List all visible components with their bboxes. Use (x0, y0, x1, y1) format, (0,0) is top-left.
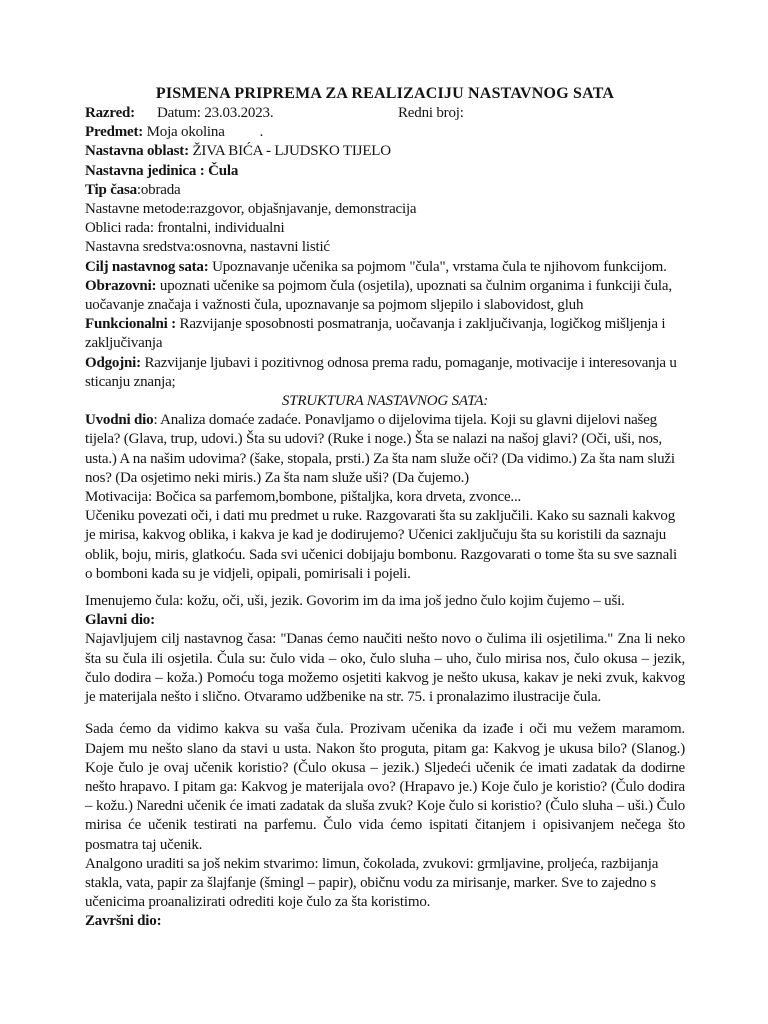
text-segment: Sada ćemo da vidimo kakva su vaša čula. Prozivam učenika da izađe i oči mu vežem maramom. Dajem mu nešto slano da stavi u usta. Nakon što proguta, pitam ga: Kakvog je ukusa bilo? (Slanog.) Koje čulo je ovaj učenik koristio? (Čulo okusa – jezik.) Sljedeći učenik će imati zadatak da dodirne nešto hrapavo. I pitam ga: Kakvog je materijala ovo? (Hrapavo je.) Koje čulo je koristio? (Čulo dodira – kožu.) Naredni učenik će imati zadatak da sluša zvuk? Koje čulo si koristio? (Čulo sluha – uši.) Čulo mirisa će učenik testirati na parfemu. Čulo vida ćemo ispitati čitanjem i opisivanjem nečega što posmatra taj učenik. (85, 721, 685, 853)
text-segment: Datum: 23.03.2023. (156, 105, 274, 121)
nastavne-metode-line (85, 200, 685, 219)
nastavna-jedinica-line (85, 162, 685, 181)
glavni-dio-heading (85, 611, 685, 630)
text-segment: Najavljujem cilj nastavnog časa: "Danas ćemo naučiti nešto novo o čulima ili osjetilima." Zna li neko šta su čula ili osjetila. Čula su: čulo vida – oko, čulo sluha – uho, čulo mirisa nos, čulo okusa – jezik, čulo dodira – koža.) Pomoću toga možemo osjetiti kakvog je nešto ukusa, kakav je neki zvuk, kakvog je materijala nešto i slično. Otvaramo udžbenike na str. 75. i pronalazimo ilustracije čula. (85, 631, 685, 706)
text-segment: . (259, 124, 264, 141)
analgono-para (85, 855, 685, 913)
italic-text-segment: STRUKTURA NASTAVNOG SATA: (281, 393, 489, 410)
bold-text-segment: Glavni dio: (85, 612, 155, 629)
bold-text-segment: Nastavna oblast: (85, 143, 189, 160)
text-segment: Redni broj: (398, 105, 464, 121)
bold-text-segment: Odgojni: (85, 354, 141, 371)
text-segment: Razvijanje sposobnosti posmatranja, uočavanja i zaključivanja, logičkog mišljenja i zaključivanja (85, 316, 666, 352)
text-segment: Moja okolina (143, 124, 225, 141)
bold-text-segment: Predmet: (85, 124, 144, 141)
document-title: PISMENA PRIPREMA ZA REALIZACIJU NASTAVNOG SATA (155, 85, 615, 102)
imenujemo-line (85, 592, 685, 611)
document-content (85, 84, 685, 932)
bold-text-segment: Nastavna jedinica : Čula (85, 162, 239, 179)
bold-text-segment: Razred: (85, 105, 135, 121)
nastavna-sredstva-line (85, 238, 685, 257)
zavrsni-dio-heading (85, 912, 685, 931)
struktura-heading (85, 392, 685, 411)
bold-text-segment: Obrazovni: (85, 277, 157, 294)
text-segment: :obrada (136, 181, 181, 198)
najavljujem-para (85, 630, 685, 707)
text-segment: Učeniku povezati oči, i dati mu predmet u ruke. Razgovarati šta su zaključili. Kako su saznali kakvog je mirisa, kakvog oblika, i kakva je kad je dodirujemo? Učenici zaključuju šta su koristili da saznaju oblik, boju, miris, glatkoću. Sada svi učenici dobijaju bombonu. Razgovarati o tome šta su sve saznali o bomboni kada su je vidjeli, opipali, pomirisali i pojeli. (85, 508, 677, 582)
text-segment: Upoznavanje učenika sa pojmom "čula", vrstama čula te njihovom funkcijom. (208, 258, 667, 275)
meta-line (85, 104, 685, 123)
bold-text-segment: Završni dio: (85, 913, 162, 930)
bold-text-segment: Funkcionalni : (85, 316, 176, 333)
text-segment: Nastavna sredstva:osnovna, nastavni listić (85, 239, 330, 256)
uvodni-dio-para (85, 411, 685, 488)
uceniku-para (85, 507, 685, 584)
text-segment: ŽIVA BIĆA - LJUDSKO TIJELO (188, 143, 391, 160)
tip-casa-line (85, 181, 685, 200)
nastavna-oblast-line (85, 142, 685, 161)
text-segment: upoznati učenike sa pojmom čula (osjetila), upoznati sa čulnim organima i funkciji čula, uočavanje značaja i važnosti čula, upoznavanje sa pojmom sljepilo i slabovidost, gluh (85, 277, 672, 314)
bold-text-segment: Cilj nastavnog sata: (85, 258, 209, 275)
document-body (85, 104, 685, 932)
motivacija-line (85, 488, 685, 507)
bold-text-segment: Tip časa (85, 181, 137, 198)
obrazovni-para (85, 277, 685, 315)
predmet-line (85, 123, 685, 142)
text-segment: Imenujemo čula: kožu, oči, uši, jezik. Govorim im da ima još jedno čulo kojim čujemo – uši. (85, 593, 625, 610)
text-segment: : Analiza domaće zadaće. Ponavljamo o dijelovima tijela. Koji su glavni dijelovi našeg tijela? (Glava, trup, udovi.) Šta su udovi? (Ruke i noge.) Šta se nalazi na našoj glavi? (Oči, uši, nos, usta.) A na našim udovima? (šake, stopala, prsti.) Za šta nam služe oči? (Da vidimo.) Za šta nam služi nos? (Da osjetimo neki miris.) Za šta nam služe uši? (Da čujemo.) (85, 412, 675, 486)
funkcionalni-para (85, 315, 685, 353)
odgojni-para (85, 354, 685, 392)
text-segment: Motivacija: Bočica sa parfemom,bombone, pištaljka, kora drveta, zvonce... (85, 489, 522, 506)
sada-cemo-para (85, 720, 685, 854)
text-segment: Razvijanje ljubavi i pozitivnog odnosa prema radu, pomaganje, motivacije i interesovanja u sticanju znanja; (85, 354, 677, 390)
text-segment: Nastavne metode:razgovor, objašnjavanje, demonstracija (85, 201, 417, 218)
oblici-rada-line (85, 219, 685, 238)
cilj-para (85, 258, 685, 277)
text-segment: Analgono uraditi sa još nekim stvarimo: limun, čokolada, zvukovi: grmljavine, proljeća, razbijanja stakla, vata, papir za šlajfanje (šmingl – papir), običnu vodu za mirisanje, marker. Sve to zajedno s učenicima proanalizirati odrediti koje čulo za šta koristimo. (85, 855, 659, 911)
text-segment: Oblici rada: frontalni, individualni (85, 220, 285, 237)
bold-text-segment: Uvodni dio (85, 412, 154, 429)
